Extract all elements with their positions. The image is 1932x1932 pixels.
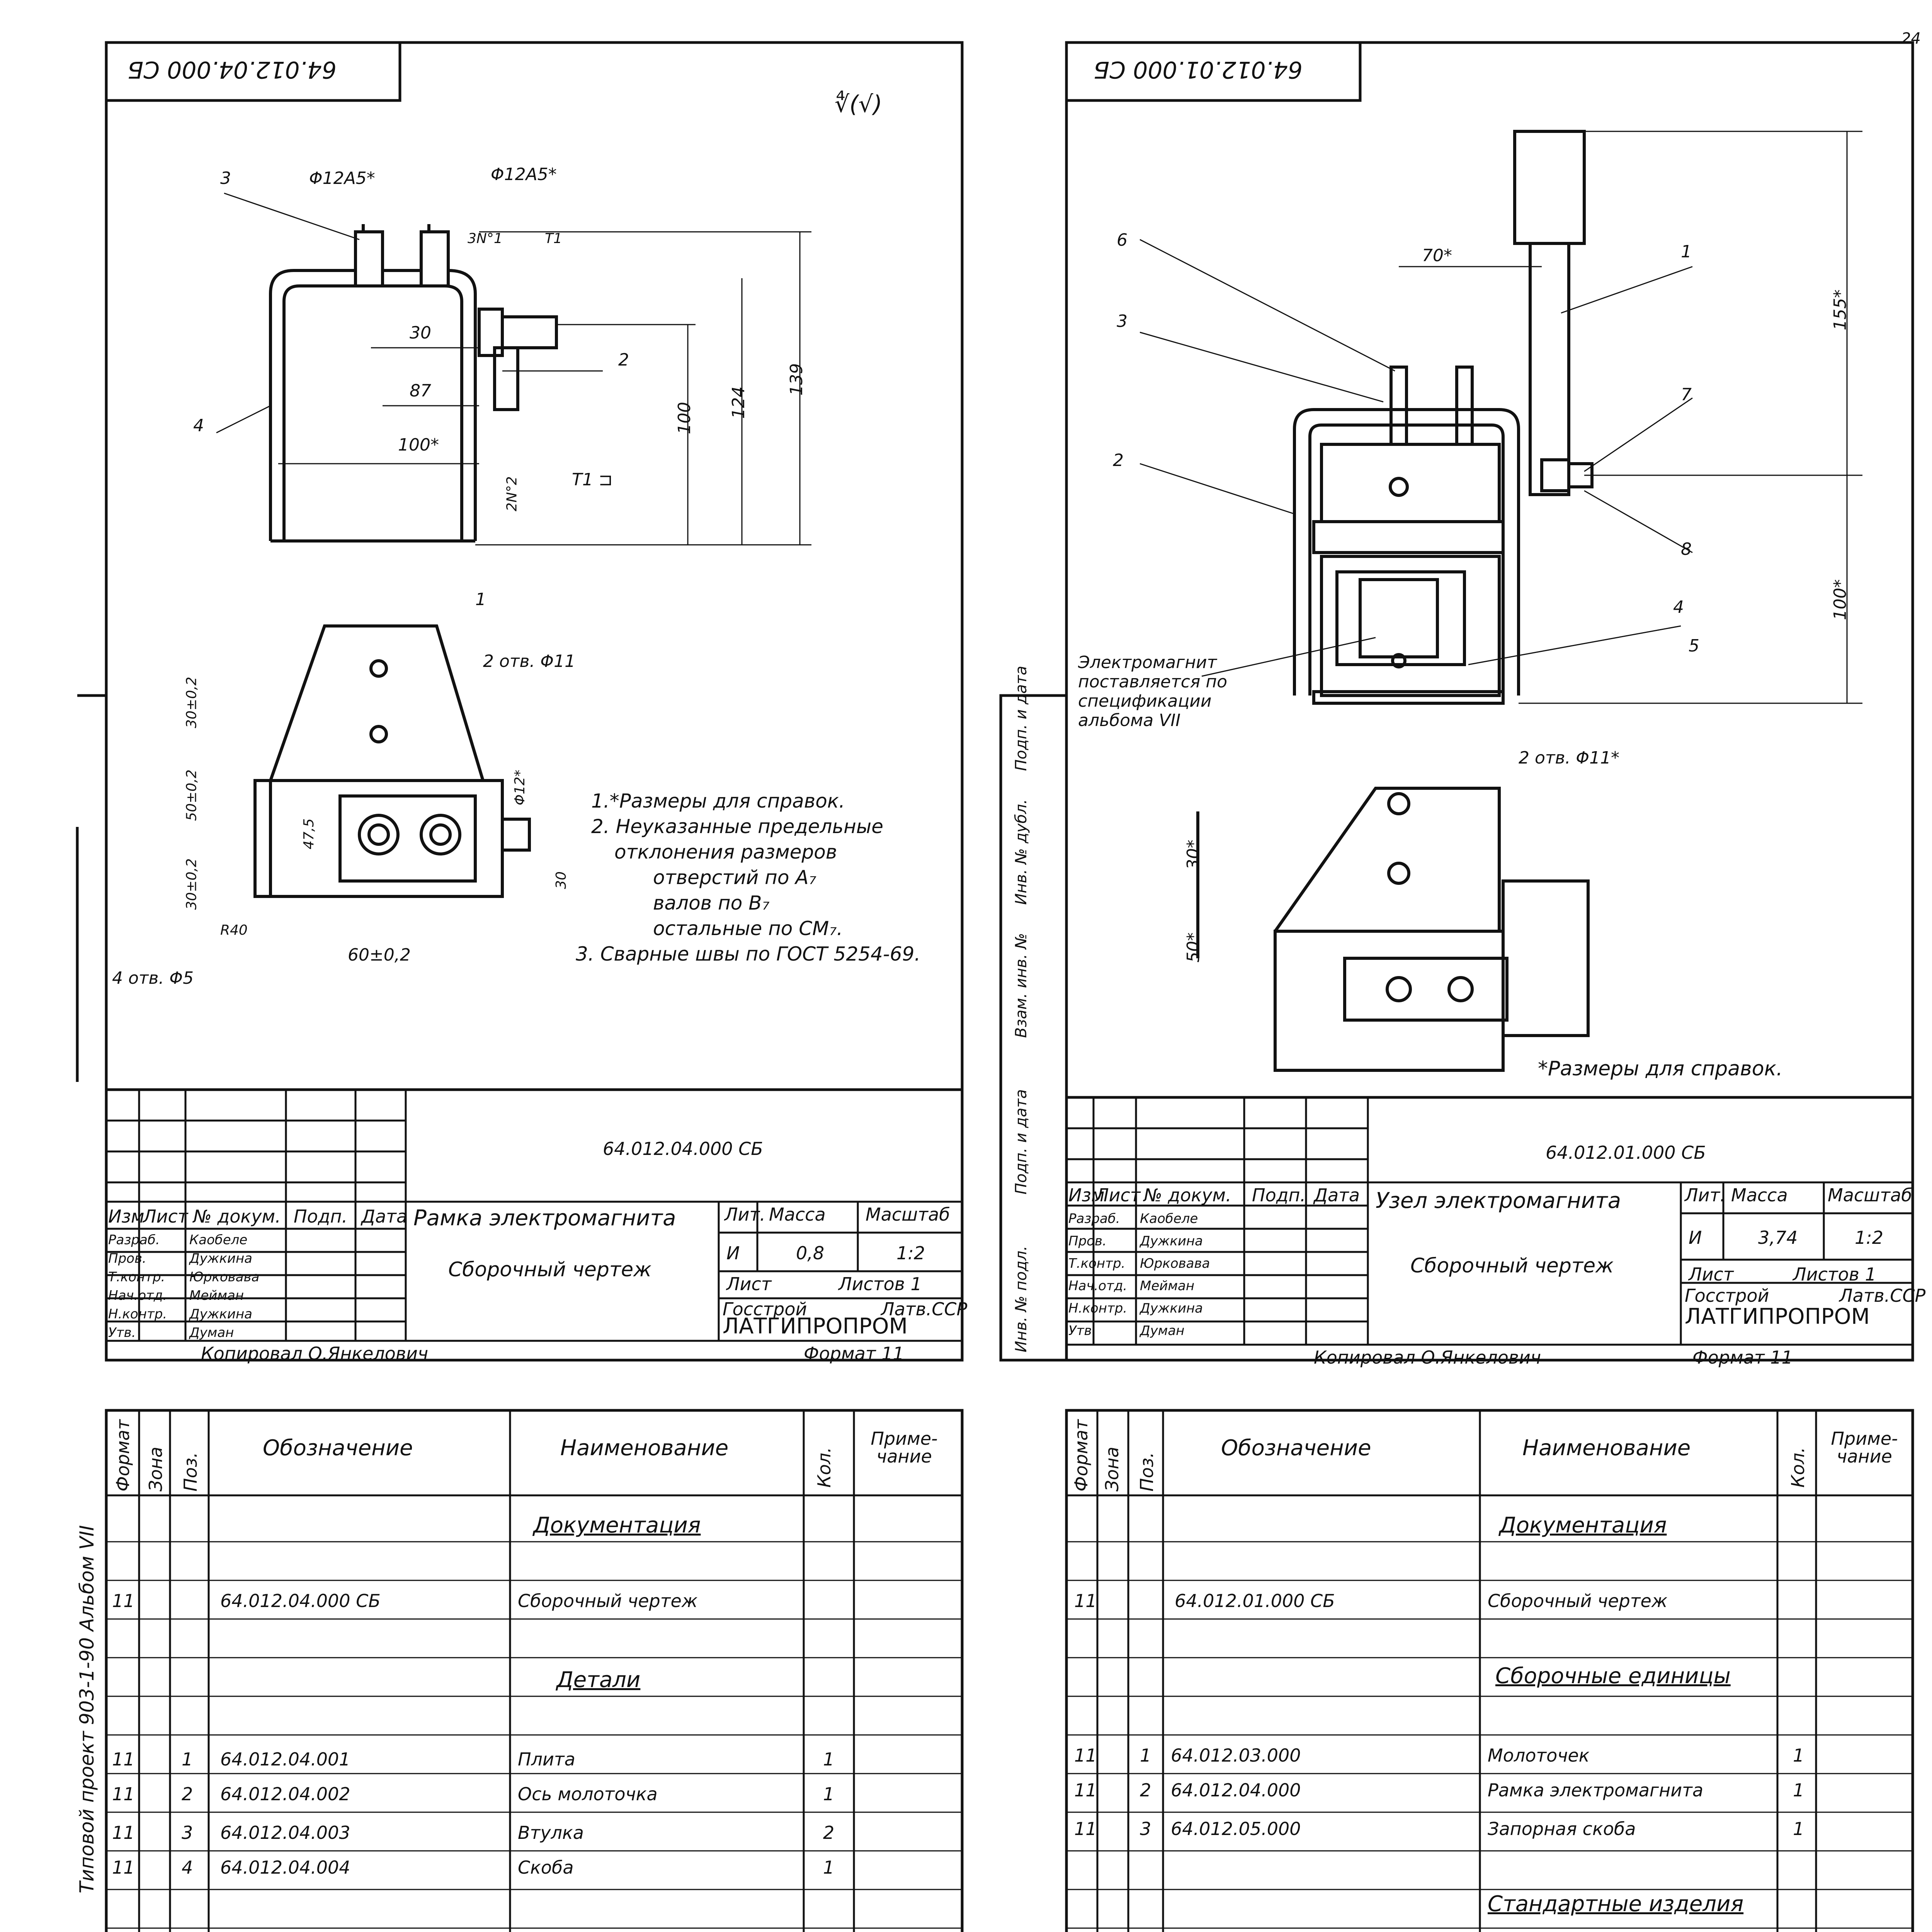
- person: Каобеле: [1140, 1211, 1198, 1226]
- spec3-row-qty: 1: [823, 1857, 835, 1878]
- node-sb-subname: Сборочный чертеж: [1410, 1254, 1614, 1277]
- dim-30b: 30±0,2: [184, 858, 200, 910]
- pos-4: 4: [193, 416, 204, 435]
- spec4-row-pos: 1: [1140, 1745, 1151, 1766]
- node-note: *Размеры для справок.: [1538, 1057, 1783, 1080]
- person: Каобеле: [189, 1232, 248, 1248]
- spec3-section-docs: Документация: [533, 1513, 701, 1538]
- node-dim-70: 70*: [1422, 246, 1452, 265]
- frame-sb-h-date: Дата: [361, 1206, 408, 1227]
- dim-12: Φ12*: [512, 769, 528, 806]
- dim-100s: 100*: [398, 435, 439, 455]
- person: Мейман: [189, 1288, 244, 1303]
- spec3-row-name: Ось молоточка: [518, 1784, 658, 1804]
- spec4-row-pos: 2: [1140, 1780, 1151, 1801]
- strip-item: Подп. и дата: [1012, 1089, 1030, 1195]
- spec4-row-name: Рамка электромагнита: [1488, 1780, 1704, 1801]
- spec3-row-pos: 3: [182, 1822, 193, 1843]
- pos-1: 1: [475, 590, 486, 609]
- node-dim-155: 155*: [1830, 289, 1850, 330]
- node-sb-lit: И: [1689, 1227, 1702, 1248]
- dim-60: 60±0,2: [348, 945, 411, 965]
- dim-50a: 50±0,2: [184, 769, 200, 821]
- node-front-view: [1294, 131, 1592, 703]
- node-pos-3: 3: [1117, 311, 1128, 331]
- spec4-h-zone: Зона: [1102, 1447, 1122, 1492]
- note-line: отклонения размеров: [614, 841, 837, 863]
- holes-2: 2 отв. Φ11: [483, 651, 576, 671]
- dim-30c: 30: [553, 871, 569, 889]
- node-dimensions: [1140, 131, 1862, 703]
- spec3-row-designation: 64.012.04.004: [220, 1857, 350, 1878]
- frame-sb-lit: И: [726, 1243, 740, 1264]
- person: Дужкина: [189, 1306, 253, 1322]
- spec3-h-note: Приме-чание: [871, 1428, 938, 1467]
- dim-47-5: 47,5: [301, 818, 317, 850]
- spec3-row-name: Скоба: [518, 1857, 574, 1878]
- spec4-doc-fmt: 11: [1074, 1590, 1097, 1611]
- magnet-note: [1078, 653, 1227, 730]
- role: Нач.отд.: [108, 1288, 167, 1303]
- spec3-row-pos: 2: [182, 1784, 193, 1804]
- frame-sb-org1: Госстрой: [723, 1299, 807, 1320]
- person: Дужкина: [1140, 1233, 1203, 1249]
- node-sb-designation: 64.012.01.000 СБ: [1546, 1142, 1706, 1163]
- strip-item: Подп. и дата: [1012, 665, 1030, 771]
- node-sb-h-lit: Лит.: [1685, 1185, 1726, 1206]
- node-sb-scale: 1:2: [1855, 1227, 1884, 1248]
- pos-2: 2: [618, 350, 629, 370]
- magnet-note-line: спецификации: [1078, 691, 1212, 711]
- spec4-section-std: Стандартные изделия: [1488, 1891, 1744, 1917]
- spec4-row-fmt: 11: [1074, 1818, 1097, 1839]
- person: Дужкина: [1140, 1301, 1203, 1316]
- spec4-section-units: Сборочные единицы: [1495, 1663, 1731, 1689]
- spec4-row-qty: 1: [1793, 1745, 1804, 1766]
- node-sb-people: [1140, 1208, 1210, 1342]
- node-sb-org2: Латв.ССР: [1839, 1285, 1926, 1306]
- node-sb-h-date: Дата: [1314, 1185, 1360, 1206]
- frame-sb-scale: 1:2: [896, 1243, 925, 1264]
- node-plan-view: [1198, 788, 1588, 1070]
- spec3-h-designation: Обозначение: [263, 1435, 413, 1461]
- dim-100: 100: [674, 402, 694, 434]
- spec3-doc-fmt: 11: [112, 1590, 135, 1611]
- role: Пров.: [1068, 1233, 1107, 1249]
- node-sb-name: Узел электромагнита: [1376, 1188, 1621, 1213]
- frame-sb-subname: Сборочный чертеж: [448, 1258, 651, 1281]
- role: Утв.: [1068, 1323, 1096, 1338]
- spec3-row-qty: 2: [823, 1822, 835, 1843]
- spec3-row-name: Втулка: [518, 1822, 584, 1843]
- radius-40: R40: [220, 922, 248, 938]
- spec4-row-designation: 64.012.05.000: [1171, 1818, 1301, 1839]
- spec3-row-designation: 64.012.04.003: [220, 1822, 350, 1843]
- frame-sb-h-izm: Изм: [108, 1206, 145, 1227]
- node-sb-h-izm: Изм: [1068, 1185, 1105, 1206]
- weld-2-t: Т1 ⊐: [572, 470, 613, 490]
- node-sb-org1: Госстрой: [1685, 1285, 1769, 1306]
- magnet-note-line: альбома VII: [1078, 711, 1181, 730]
- spec3-row-qty: 1: [823, 1784, 835, 1804]
- frame-sb-format: Формат 11: [804, 1343, 904, 1364]
- spec3-doc-name: Сборочный чертеж: [518, 1590, 698, 1611]
- node-pos-1: 1: [1681, 242, 1692, 262]
- spec4-h-qty: Кол.: [1787, 1447, 1808, 1488]
- spec3-row-fmt: 11: [112, 1857, 135, 1878]
- role: Разраб.: [1068, 1211, 1120, 1226]
- magnet-note-line: поставляется по: [1078, 672, 1228, 692]
- weld-2: 2N°2: [504, 476, 520, 512]
- spec3-h-format: Формат: [112, 1419, 133, 1492]
- dia-1: Φ12А5*: [309, 168, 375, 188]
- weld-1-t: Т1: [545, 231, 562, 247]
- node-sb-org3: ЛАТГИПРОПРОМ: [1685, 1304, 1870, 1329]
- spec3-h-zone: Зона: [145, 1447, 166, 1492]
- weld-1: 3N°1: [468, 231, 503, 247]
- node-pos-8: 8: [1681, 539, 1692, 559]
- spec4-row-qty: 1: [1793, 1818, 1804, 1839]
- frame-sb-sheets: Листов 1: [838, 1274, 922, 1294]
- spec3-left-margin: Типовой проект 903-1-90 Альбом VII: [76, 1525, 98, 1893]
- person: Юрковава: [189, 1269, 260, 1285]
- node-sb-sheet: Лист: [1689, 1264, 1734, 1285]
- frame-sb-designation: 64.012.04.000 СБ: [603, 1138, 763, 1159]
- node-sb-h-mass: Масса: [1731, 1185, 1788, 1206]
- note-line: 2. Неуказанные предельные: [591, 815, 884, 838]
- role: Утв.: [108, 1325, 136, 1340]
- note-line: валов по В₇: [653, 892, 770, 914]
- strip-item: Инв. № подл.: [1012, 1246, 1030, 1352]
- spec3-section-parts: Детали: [556, 1667, 641, 1692]
- pos-3: 3: [220, 168, 231, 188]
- frame-sb-name: Рамка электромагнита: [413, 1206, 676, 1231]
- node-sb-h-sign: Подп.: [1252, 1185, 1306, 1206]
- dia-2: Φ12А5*: [491, 165, 557, 184]
- person: Юрковава: [1140, 1256, 1210, 1271]
- node-sb-code-stamp: 64.012.01.000 СБ: [1094, 56, 1303, 83]
- person: Мейман: [1140, 1278, 1195, 1294]
- spec4-h-designation: Обозначение: [1221, 1435, 1371, 1461]
- frame-sb-h-mass: Масса: [769, 1204, 826, 1225]
- node-dim-50: 50*: [1184, 932, 1203, 963]
- node-pos-6: 6: [1117, 230, 1128, 250]
- spec4-h-format: Формат: [1071, 1419, 1092, 1492]
- frame-sb-border: [106, 43, 962, 1364]
- roughness-mark: ∜(√): [835, 91, 883, 118]
- note-line: отверстий по А₇: [653, 866, 816, 889]
- node-sb-h-list: Лист: [1095, 1185, 1141, 1206]
- spec4-row-name: Молоточек: [1488, 1745, 1590, 1766]
- holes-4: 4 отв. Φ5: [112, 968, 194, 988]
- node-sb-sheets: Листов 1: [1793, 1264, 1876, 1285]
- dim-124: 124: [728, 386, 748, 419]
- role: Н.контр.: [1068, 1301, 1128, 1316]
- spec3-row-fmt: 11: [112, 1784, 135, 1804]
- frame-sb-h-doc: № докум.: [193, 1206, 281, 1227]
- spec4-h-pos: Поз.: [1136, 1452, 1157, 1492]
- spec4-section-docs: Документация: [1499, 1513, 1667, 1538]
- spec4-row-qty: 1: [1793, 1780, 1804, 1801]
- node-holes-2: 2 отв. Φ11*: [1519, 748, 1620, 768]
- magnet-note-line: Электромагнит: [1078, 653, 1217, 672]
- role: Пров.: [108, 1251, 146, 1266]
- frame-sb-h-sign: Подп.: [294, 1206, 348, 1227]
- strip-item: Взам. инв. №: [1012, 933, 1030, 1038]
- spec3-row-designation: 64.012.04.002: [220, 1784, 350, 1804]
- spec3-row-fmt: 11: [112, 1749, 135, 1770]
- role: Разраб.: [108, 1232, 160, 1248]
- dim-30: 30: [410, 323, 431, 343]
- node-sb-copied: Копировал О.Янкелович: [1314, 1347, 1541, 1368]
- dim-87: 87: [410, 381, 431, 401]
- spec3-h-pos: Поз.: [180, 1452, 201, 1492]
- node-sb-h-scale: Масштаб: [1828, 1185, 1912, 1206]
- role: Т.контр.: [1068, 1256, 1126, 1271]
- spec3-row-pos: 4: [182, 1857, 193, 1878]
- node-pos-5: 5: [1689, 636, 1699, 656]
- frame-sb-people: [189, 1231, 259, 1342]
- node-sb-format: Формат 11: [1692, 1347, 1793, 1368]
- spec4-h-note: Приме-чание: [1831, 1428, 1898, 1467]
- node-dim-100: 100*: [1830, 579, 1850, 620]
- node-pos-4: 4: [1673, 597, 1684, 617]
- spec4-row-designation: 64.012.04.000: [1171, 1780, 1301, 1801]
- node-pos-7: 7: [1681, 385, 1692, 405]
- spec3-doc-designation: 64.012.04.000 СБ: [220, 1590, 381, 1611]
- frame-sb-notes: [576, 788, 921, 967]
- note-line: остальные по СМ₇.: [653, 917, 843, 940]
- node-sb-h-doc: № докум.: [1144, 1185, 1231, 1206]
- person: Думан: [1140, 1323, 1185, 1338]
- spec4-row-designation: 64.012.03.000: [1171, 1745, 1301, 1766]
- spec4-doc-name: Сборочный чертеж: [1488, 1590, 1668, 1611]
- spec4-row-fmt: 11: [1074, 1745, 1097, 1766]
- spec4-doc-designation: 64.012.01.000 СБ: [1175, 1590, 1335, 1611]
- spec3-row-fmt: 11: [112, 1822, 135, 1843]
- role: Нач.отд.: [1068, 1278, 1128, 1294]
- role: Т.контр.: [108, 1269, 165, 1285]
- frame-sb-sheet: Лист: [726, 1274, 772, 1294]
- frame-sb-org2: Латв.ССР: [881, 1299, 968, 1320]
- frame-sb-mass: 0,8: [796, 1243, 825, 1264]
- frame-sb-h-scale: Масштаб: [866, 1204, 950, 1225]
- spec3-row-qty: 1: [823, 1749, 835, 1770]
- frame-spec-border: [106, 1410, 962, 1932]
- note-line: 1.*Размеры для справок.: [591, 790, 845, 812]
- spec4-h-name: Наименование: [1522, 1435, 1691, 1461]
- person: Дужкина: [189, 1251, 253, 1266]
- dim-139: 139: [786, 363, 806, 396]
- frame-sb-h-lit: Лит.: [724, 1204, 765, 1225]
- spec3-row-designation: 64.012.04.001: [220, 1749, 350, 1770]
- node-sb-mass: 3,74: [1758, 1227, 1798, 1248]
- node-dim-30: 30*: [1184, 840, 1203, 870]
- dim-30a: 30±0,2: [184, 677, 200, 728]
- frame-sb-code-stamp: 64.012.04.000 СБ: [128, 56, 337, 83]
- strip-item: Инв. № дубл.: [1012, 799, 1030, 905]
- corner-mark: 24: [1901, 30, 1921, 48]
- frame-sb-roles: [108, 1231, 167, 1342]
- spec4-row-fmt: 11: [1074, 1780, 1097, 1801]
- node-sb-roles: [1068, 1208, 1127, 1342]
- spec4-row-name: Запорная скоба: [1488, 1818, 1636, 1839]
- frame-sb-h-list: Лист: [143, 1206, 188, 1227]
- frame-sb-copied: Копировал О.Янкелович: [201, 1343, 429, 1364]
- spec3-h-qty: Кол.: [814, 1447, 835, 1488]
- frame-sb-org3: ЛАТГИПРОПРОМ: [723, 1314, 908, 1339]
- node-pos-2: 2: [1113, 451, 1124, 470]
- spec3-h-name: Наименование: [560, 1435, 729, 1461]
- side-strip-upper: [1012, 666, 1030, 1352]
- note-line: 3. Сварные швы по ГОСТ 5254-69.: [576, 943, 921, 965]
- spec3-row-name: Плита: [518, 1749, 575, 1770]
- role: Н.контр.: [108, 1306, 167, 1322]
- node-spec-border: [1066, 1410, 1913, 1932]
- spec4-row-pos: 3: [1140, 1818, 1151, 1839]
- person: Думан: [189, 1325, 234, 1340]
- spec3-row-pos: 1: [182, 1749, 193, 1770]
